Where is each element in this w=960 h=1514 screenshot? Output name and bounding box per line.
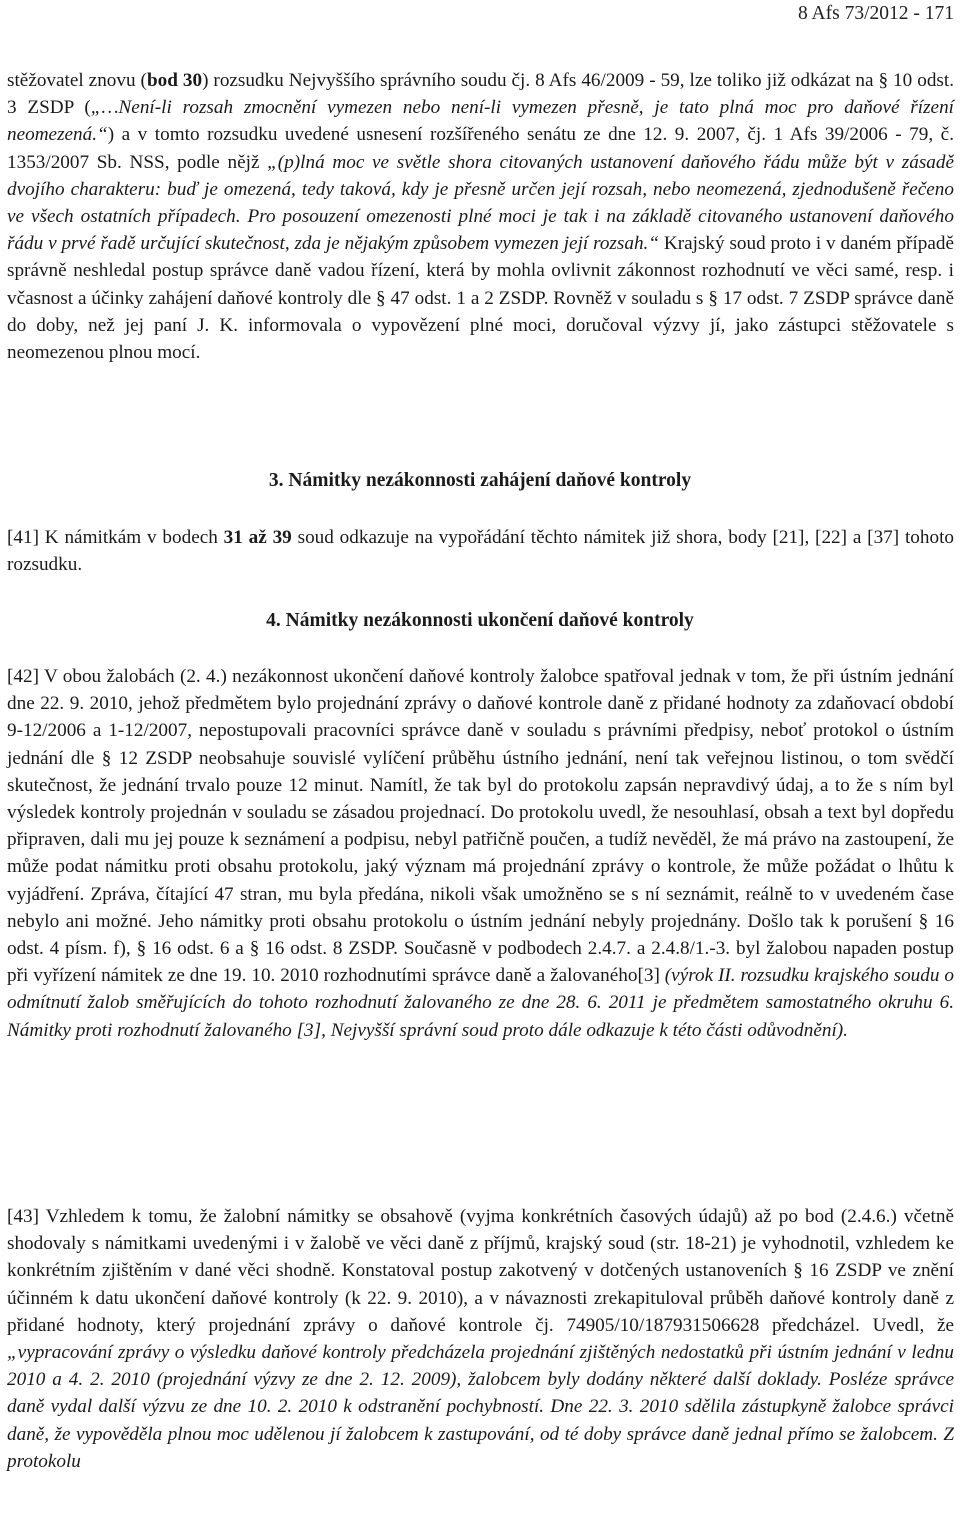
italic-run: „(p)lná moc ve světle shora citovaných ustanovení daňového řádu může být v zásadě dvojího charakteru: buď je omezená, tedy taková, kdy je přesně určen její rozsah, nebo neomezená, zjednodušeně řečeno ve všech ostatních případech. Pro posouzení omezenosti plné moci je tak i na základě citovaného ustanovení daňového řádu v prvé řadě určující skutečnost, zda je nějakým způsobem vymezen její rozsah.“ [7,151,954,255]
bold-run: bod 30 [146,70,203,91]
page-reference: 8 Afs 73/2012 - 171 [798,3,954,24]
paragraph-bod-30 [7,67,954,366]
text-run: ) rozsudku Nejvyššího správního soudu čj. 8 Afs 46/2009 - 59, lze toliko již odkázat na § 10 odst. 3 ZSDP ( [7,70,955,119]
italic-run: „…Není-li rozsah zmocnění vymezen nebo není-li vymezen přesně, je tato plná moc pro daňové řízení neomezená.“ [7,97,954,146]
bold-run: 31 až 39 [223,527,292,548]
paragraph-41 [7,524,954,578]
paragraph-42 [7,663,954,1044]
text-run: [43] Vzhledem k tomu, že žalobní námitky se obsahově (vyjma konkrétních časových údajů) až po bod (2.4.6.) včetně shodovaly s námitkami uvedenými i v žalobě ve věci daně z příjmů, krajský soud (str. 18-21) je vyhodnotil, vzhledem ke konkrétním zjištěním v dané věci shodně. Konstatoval postup zakotvený v dotčených ustanoveních § 16 ZSDP ve znění účinném k datu ukončení daňové kontroly (k 22. 9. 2010), a v návaznosti zrekapituloval průběh daňové kontroly daně z přidané hodnoty, který projednání zprávy o daňové kontrole čj. 74905/10/187931506628 předcházel. Uvedl, že [7,1206,954,1336]
italic-run: „vypracování zprávy o výsledku daňové kontroly předcházela projednání zjištěných nedostatků při ústním jednání v lednu 2010 a 4. 2. 2010 (projednání výzvy ze dne 2. 12. 2009), žalobcem byly dodány některé další doklady. Posléze správce daně vydal další výzvu ze dne 10. 2. 2010 k odstranění pochybností. Dne 22. 3. 2010 sdělila zástupkyně žalobce správci daně, že vypověděla plnou moc udělenou jí žalobcem k zastupování, od té doby správce daně jednal přímo se žalobcem. Z protokolu [7,1342,954,1472]
section-heading-3: 3. Námitky nezákonnosti zahájení daňové kontroly [268,470,692,491]
text-run: ) a v tomto rozsudku uvedené usnesení rozšířeného senátu ze dne 12. 9. 2007, čj. 1 Afs 39/2006 - 79, č. 1353/2007 Sb. NSS, podle nějž [7,124,954,173]
text-run: [41] K námitkám v bodech [7,527,224,548]
text-run: stěžovatel znovu ( [7,70,147,91]
text-run: Krajský soud proto i v daném případě správně neshledal postup správce daně vadou řízení, která by mohla ovlivnit zákonnost rozhodnutí ve věci samé, resp. i včasnost a účinky zahájení daňové kontroly dle § 47 odst. 1 a 2 ZSDP. Rovněž v souladu s § 17 odst. 7 ZSDP správce daně do doby, než jej paní J. K. informovala o vypovězení plné moci, doručoval výzvy jí, jako zástupci stěžovatele s neomezenou plnou mocí. [7,233,954,364]
italic-run: (výrok II. rozsudku krajského soudu o odmítnutí žalob směřujících do tohoto rozhodnutí žalovaného ze dne 28. 6. 2011 je předmětem samostatného okruhu 6. Námitky proti rozhodnutí žalovaného [3], Nejvyšší správní soud proto dále odkazuje k této části odůvodnění). [7,965,954,1041]
text-run: soud odkazuje na vypořádání těchto námitek již shora, body [21], [22] a [37] tohoto rozsudku. [7,527,954,576]
paragraph-43 [7,1203,954,1475]
text-run: [42] V obou žalobách (2. 4.) nezákonnost ukončení daňové kontroly žalobce spatřoval jednak v tom, že při ústním jednání dne 22. 9. 2010, jehož předmětem bylo projednání zprávy o daňové kontrole daně z přidané hodnoty za zdaňovací období 9-12/2006 a 1-12/2007, nepostupovali pracovníci správce daně v souladu s právními předpisy, neboť protokol o ústním jednání dle § 12 ZSDP neobsahuje souvislé vylíčení průběhu ústního jednání, není tak veřejnou listinou, o tom svědčí skutečnost, že jednání trvalo pouze 12 minut. Namítl, že tak byl do protokolu zapsán nepravdivý údaj, a to že s ním byl výsledek kontroly projednán v souladu se zásadou projednací. Do protokolu uvedl, že nesouhlasí, obsah a text byl dopředu připraven, dali mu jej pouze k seznámení a podpisu, nebyl patřičně poučen, a tudíž nevěděl, že má právo na zastoupení, že může podat námitku proti obsahu protokolu, jaký význam má projednání zprávy o kontrole, že může požádat o lhůtu k vyjádření. Zpráva, čítající 47 stran, mu byla předána, nikoli však umožněno se s ní seznámit, reálně to v uvedeném čase nebylo ani možné. Jeho námitky proti obsahu protokolu o ústním jednání nebyly projednány. Došlo tak k porušení § 16 odst. 4 písm. f), § 16 odst. 6 a § 16 odst. 8 ZSDP. Současně v podbodech 2.4.7. a 2.4.8/1.-3. byl žalobou napaden postup při vyřízení námitek ze dne 19. 10. 2010 rozhodnutími správce daně a žalovaného[3] [7,666,954,987]
section-heading-4: 4. Námitky nezákonnosti ukončení daňové kontroly [266,610,694,631]
